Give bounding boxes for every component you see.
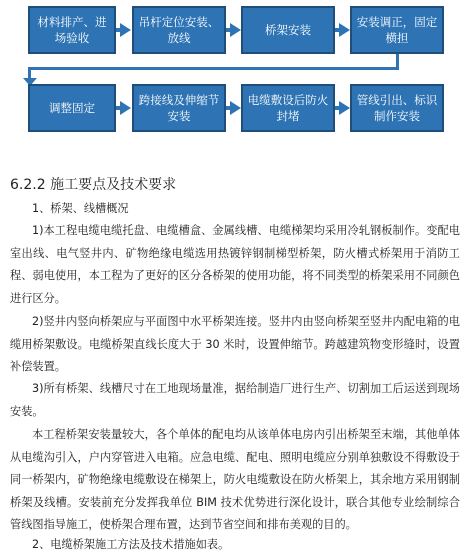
flow-step-adjust-fix-crossarm — [350, 6, 444, 54]
flow-step-cable-fireproof — [241, 84, 335, 132]
flow-step-label: 电缆敷设后防火封堵 — [247, 93, 329, 123]
paragraph-dimensions: 3)所有桥架、线槽尺寸在工地现场量准，据给制造厂进行生产、切割加工后运送到现场安装。 — [10, 382, 460, 418]
flow-arrow-right — [339, 101, 350, 115]
flow-arrow-right — [120, 23, 131, 37]
process-flowchart — [0, 0, 474, 160]
paragraph-materials: 1)本工程电缆电缆托盘、电缆槽盒、金属线槽、电缆梯架均采用冷轧钢板制作。变配电室出线、电气竖井内、矿物绝缘电缆选用热镀锌钢制梯型桥架，防火槽式桥架用于消防工程、弱电使用，本工程为了更好的区分各桥架的使用功能，将不同类型的桥架采用不同颜色进行区分。 — [10, 224, 460, 305]
flow-connector — [28, 67, 399, 70]
section-heading: 6.2.2 施工要点及技术要求 — [10, 177, 177, 193]
flow-step-tray-installation — [241, 6, 335, 54]
flow-arrow-right — [339, 23, 350, 37]
flow-arrow-right — [120, 101, 131, 115]
flow-arrow-right — [230, 101, 241, 115]
flow-step-label: 管线引出、标识制作安装 — [356, 93, 438, 123]
flow-step-label: 安装调正，固定横担 — [356, 15, 438, 45]
flow-step-label: 跨接线及伸缩节安装 — [138, 93, 220, 123]
flow-step-label: 桥架安装 — [265, 23, 311, 37]
paragraph-shaft: 2)竖井内竖向桥架应与平面图中水平桥架连接。竖井内由竖向桥架至竖井内配电箱的电缆用桥架敷设。电缆桥架直线长度大于 30 米时，设置伸缩节。跨越建筑物变形缝时，设置补偿装置。 — [10, 315, 460, 373]
flow-step-pipeline-labeling — [350, 84, 444, 132]
item-title: 1、桥架、线槽概况 — [32, 202, 129, 215]
flow-arrow-right — [230, 23, 241, 37]
paragraph-scope: 本工程桥架安装量较大，各个单体的配电均从该单体电房内引出桥架至末端，其他单体从电缆沟引入，户内穿管进入电箱。应急电缆、配电、照明电缆应分别单独敷设不得敷设于同一桥架内，矿物绝缘电缆敷设在梯架上，防火电缆敷设在防火桥架上，其余地方采用钢制桥架及线槽。安装前充分发挥我单位 BIM 技术优势进行深化设计，联合其他专业绘制综合管线图指导施工，使桥架合理布置，达到节省空间和排布美观的目的。 — [10, 428, 460, 531]
flow-step-label: 吊杆定位安装、放线 — [138, 15, 220, 45]
flow-step-jumper-expansion — [132, 84, 226, 132]
flow-step-label: 材料排产、进场验收 — [37, 15, 107, 45]
flow-step-label: 调整固定 — [49, 101, 95, 115]
item-title-methods: 2、电缆桥架施工方法及技术措施如表。 — [32, 538, 230, 551]
flow-step-adjust-fix — [28, 84, 116, 132]
flow-step-material-acceptance — [28, 6, 116, 54]
flow-step-hanger-positioning — [132, 6, 226, 54]
